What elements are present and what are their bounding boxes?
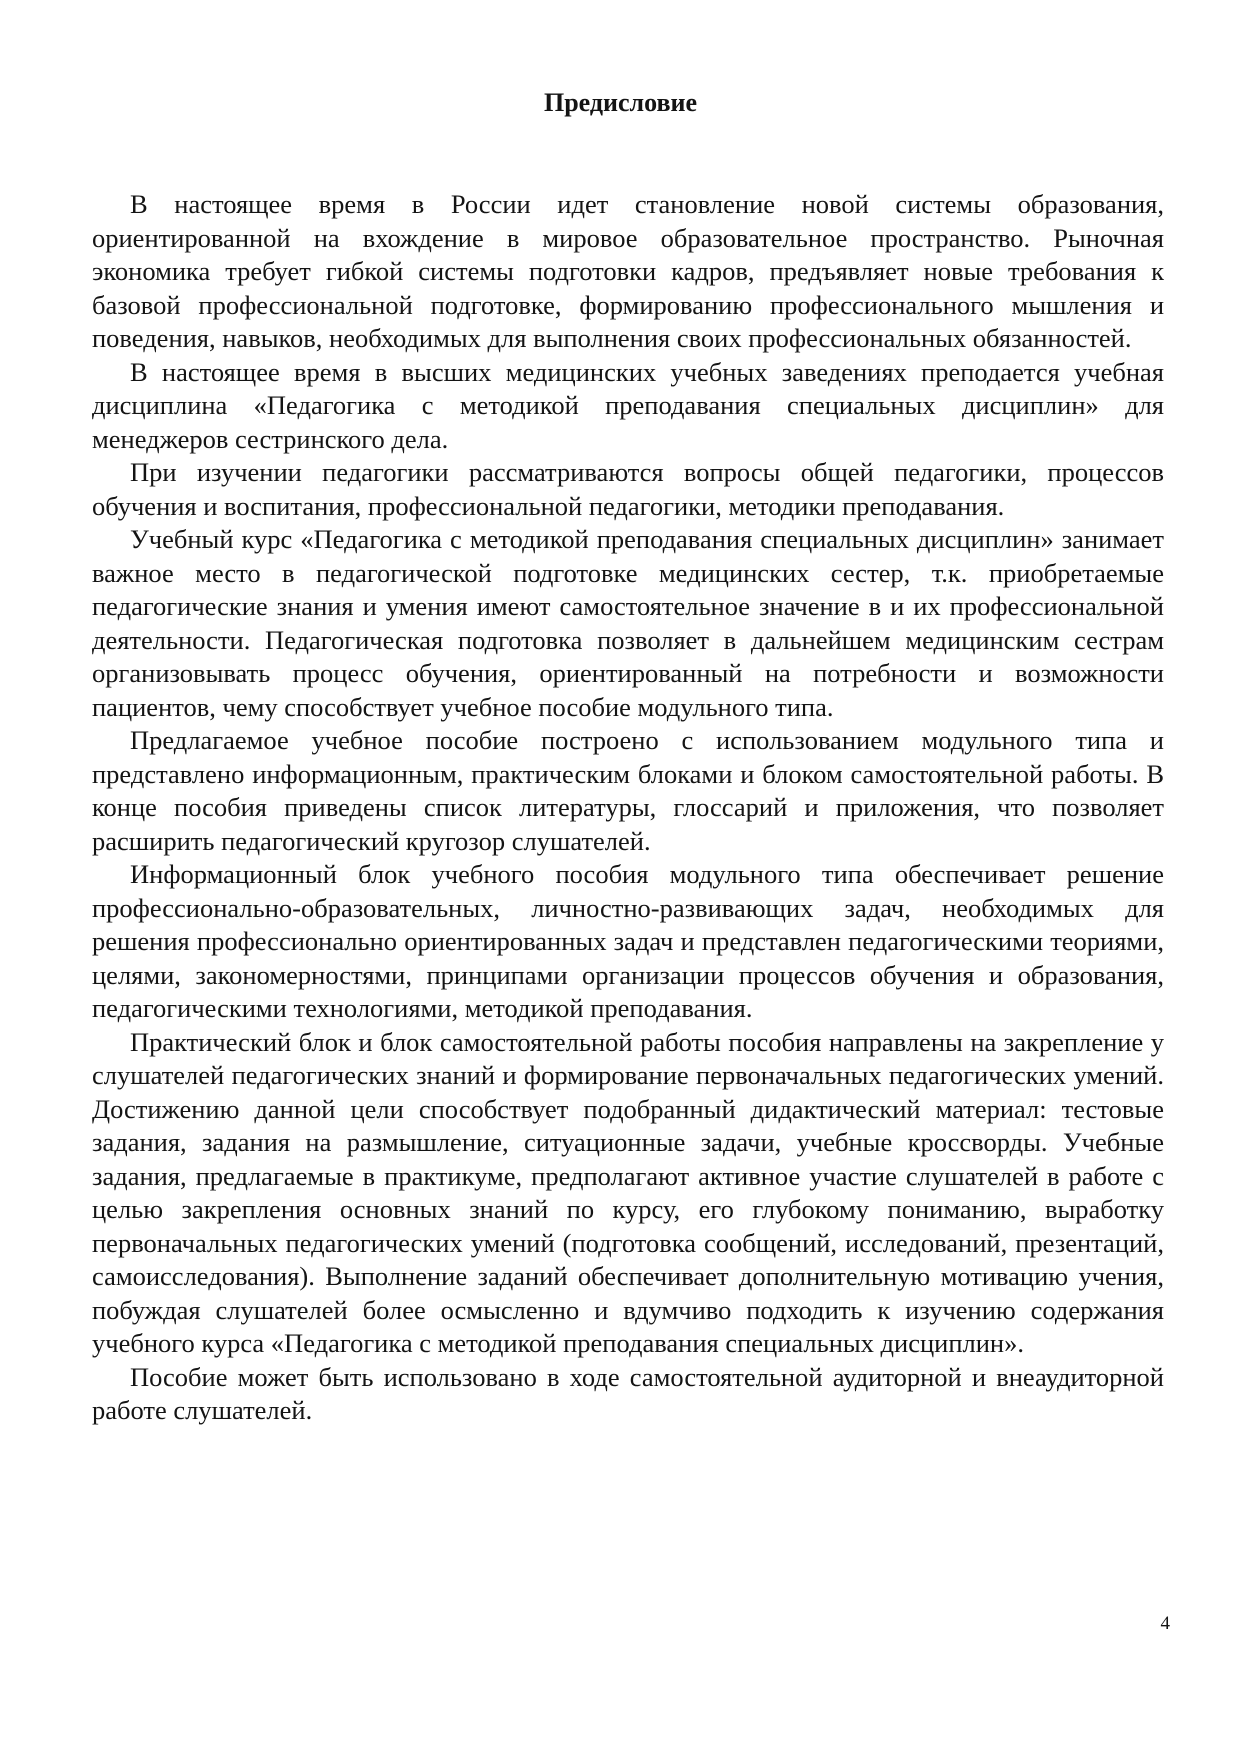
paragraph-4: Учебный курс «Педагогика с методикой преподавания специальных дисциплин» занимает важное место в педагогической подготовке медицинских сестер, т.к. приобретаемые педагогические знания и умения имеют самостоятельное значение в и их профессиональной деятельности. Педагогическая подготовка позволяет в дальнейшем медицинским сестрам организовывать процесс обучения, ориентированный на потребности и возможности пациентов, чему способствует учебное пособие модульного типа. xyxy=(92,524,1164,722)
paragraph-5: Предлагаемое учебное пособие построено с использованием модульного типа и представлено информационным, практическим блоками и блоком самостоятельной работы. В конце пособия приведены список литературы, глоссарий и приложения, что позволяет расширить педагогический кругозор слушателей. xyxy=(92,725,1164,856)
paragraph-2: В настоящее время в высших медицинских учебных заведениях преподается учебная дисциплина «Педагогика с методикой преподавания специальных дисциплин» для менеджеров сестринского дела. xyxy=(92,356,1164,454)
page-title: Предисловие xyxy=(543,88,698,117)
paragraph-3: При изучении педагогики рассматриваются вопросы общей педагогики, процессов обучения и воспитания, профессиональной педагогики, методики преподавания. xyxy=(92,457,1164,521)
paragraph-7: Практический блок и блок самостоятельной работы пособия направлены на закрепление у слушателей педагогических знаний и формирование первоначальных педагогических умений. Достижению данной цели способствует подобранный дидактический материал: тестовые задания, задания на размышление, ситуационные задачи, учебные кроссворды. Учебные задания, предлагаемые в практикуме, предполагают активное участие слушателей в работе с целью закрепления основных знаний по курсу, его глубокому пониманию, выработку первоначальных педагогических умений (подготовка сообщений, исследований, презентаций, самоисследования). Выполнение заданий обеспечивает дополнительную мотивацию учения, побуждая слушателей более осмысленно и вдумчиво подходить к изучению содержания учебного курса «Педагогика с методикой преподавания специальных дисциплин». xyxy=(92,1026,1164,1358)
page-number: 4 xyxy=(1160,1613,1170,1634)
paragraph-8: Пособие может быть использовано в ходе самостоятельной аудиторной и внеаудиторной работе слушателей. xyxy=(92,1361,1164,1425)
preface-body xyxy=(92,188,1164,1428)
paragraph-6: Информационный блок учебного пособия модульного типа обеспечивает решение профессионально-образовательных, личностно-развивающих задач, необходимых для решения профессионально ориентированных задач и представлен педагогическими теориями, целями, закономерностями, принципами организации процессов обучения и образования, педагогическими технологиями, методикой преподавания. xyxy=(92,859,1164,1023)
paragraph-1: В настоящее время в России идет становление новой системы образования, ориентированной на вхождение в мировое образовательное пространство. Рыночная экономика требует гибкой системы подготовки кадров, предъявляет новые требования к базовой профессиональной подготовке, формированию профессионального мышления и поведения, навыков, необходимых для выполнения своих профессиональных обязанностей. xyxy=(92,189,1164,353)
